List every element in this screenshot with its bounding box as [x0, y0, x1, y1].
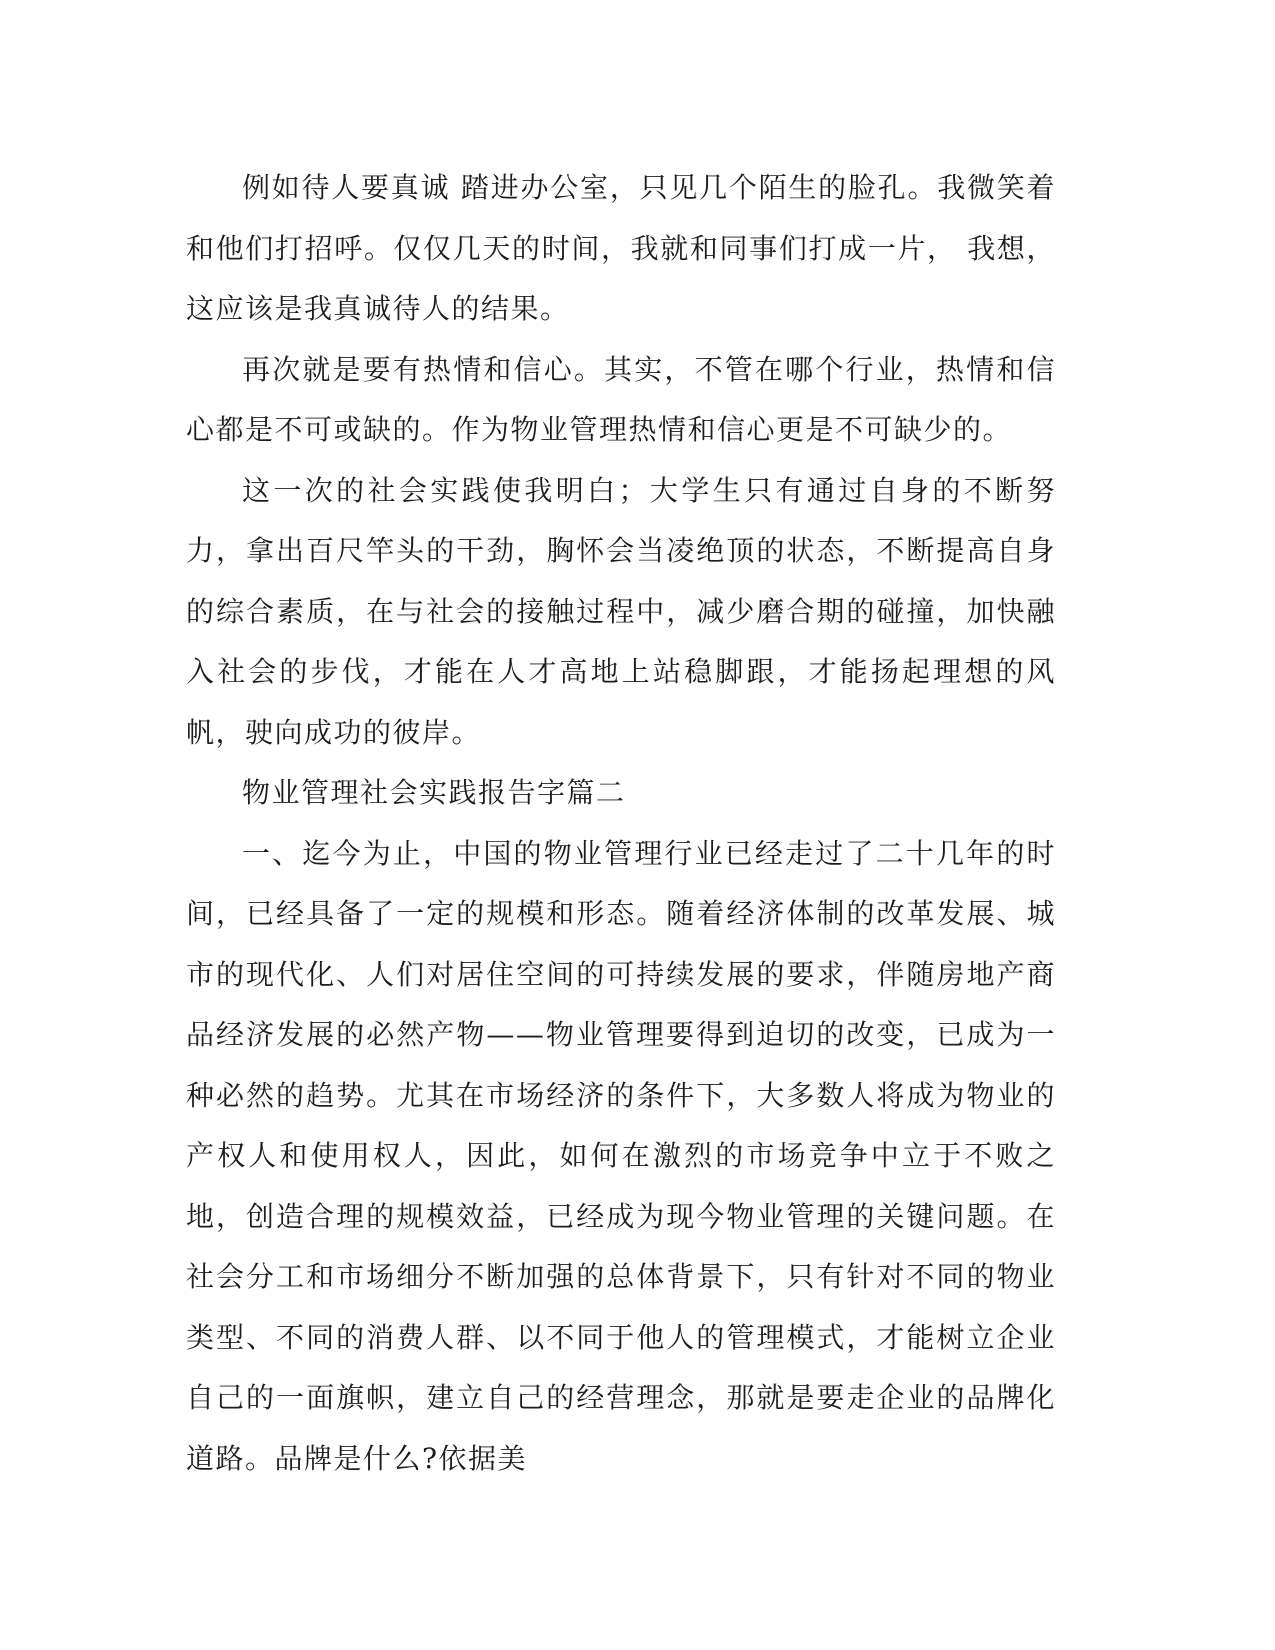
section-heading: 物业管理社会实践报告字篇二	[242, 776, 626, 809]
paragraph-sincerity: 例如待人要真诚 踏进办公室，只见几个陌生的脸孔。我微笑着和他们打招呼。仅仅几天的时间，我就和同事们打成一片， 我想，这应该是我真诚待人的结果。	[186, 171, 1056, 325]
paragraph-passion: 再次就是要有热情和信心。其实，不管在哪个行业，热情和信心都是不可或缺的。作为物业管理热情和信心更是不可缺少的。	[186, 352, 1056, 446]
paragraph-section-two: 一、迄今为止，中国的物业管理行业已经走过了二十几年的时间，已经具备了一定的规模和形态。随着经济体制的改革发展、城市的现代化、人们对居住空间的可持续发展的要求，伴随房地产商品经济发展的必然产物——物业管理要得到迫切的改变，已成为一种必然的趋势。尤其在市场经济的条件下，大多数人将成为物业的产权人和使用权人，因此，如何在激烈的市场竞争中立于不败之地，创造合理的规模效益，已经成为现今物业管理的关键问题。在社会分工和市场细分不断加强的总体背景下，只有针对不同的物业类型、不同的消费人群、以不同于他人的管理模式，才能树立企业自己的一面旗帜，建立自己的经营理念，那就是要走企业的品牌化道路。品牌是什么?依据美	[186, 836, 1056, 1475]
paragraph-conclusion: 这一次的社会实践使我明白；大学生只有通过自身的不断努力，拿出百尺竿头的干劲，胸怀会当凌绝顶的状态，不断提高自身的综合素质，在与社会的接触过程中，减少磨合期的碰撞，加快融入社会的步伐，才能在人才高地上站稳脚跟，才能扬起理想的风帆，驶向成功的彼岸。	[186, 473, 1056, 749]
document-body	[186, 158, 1056, 1489]
